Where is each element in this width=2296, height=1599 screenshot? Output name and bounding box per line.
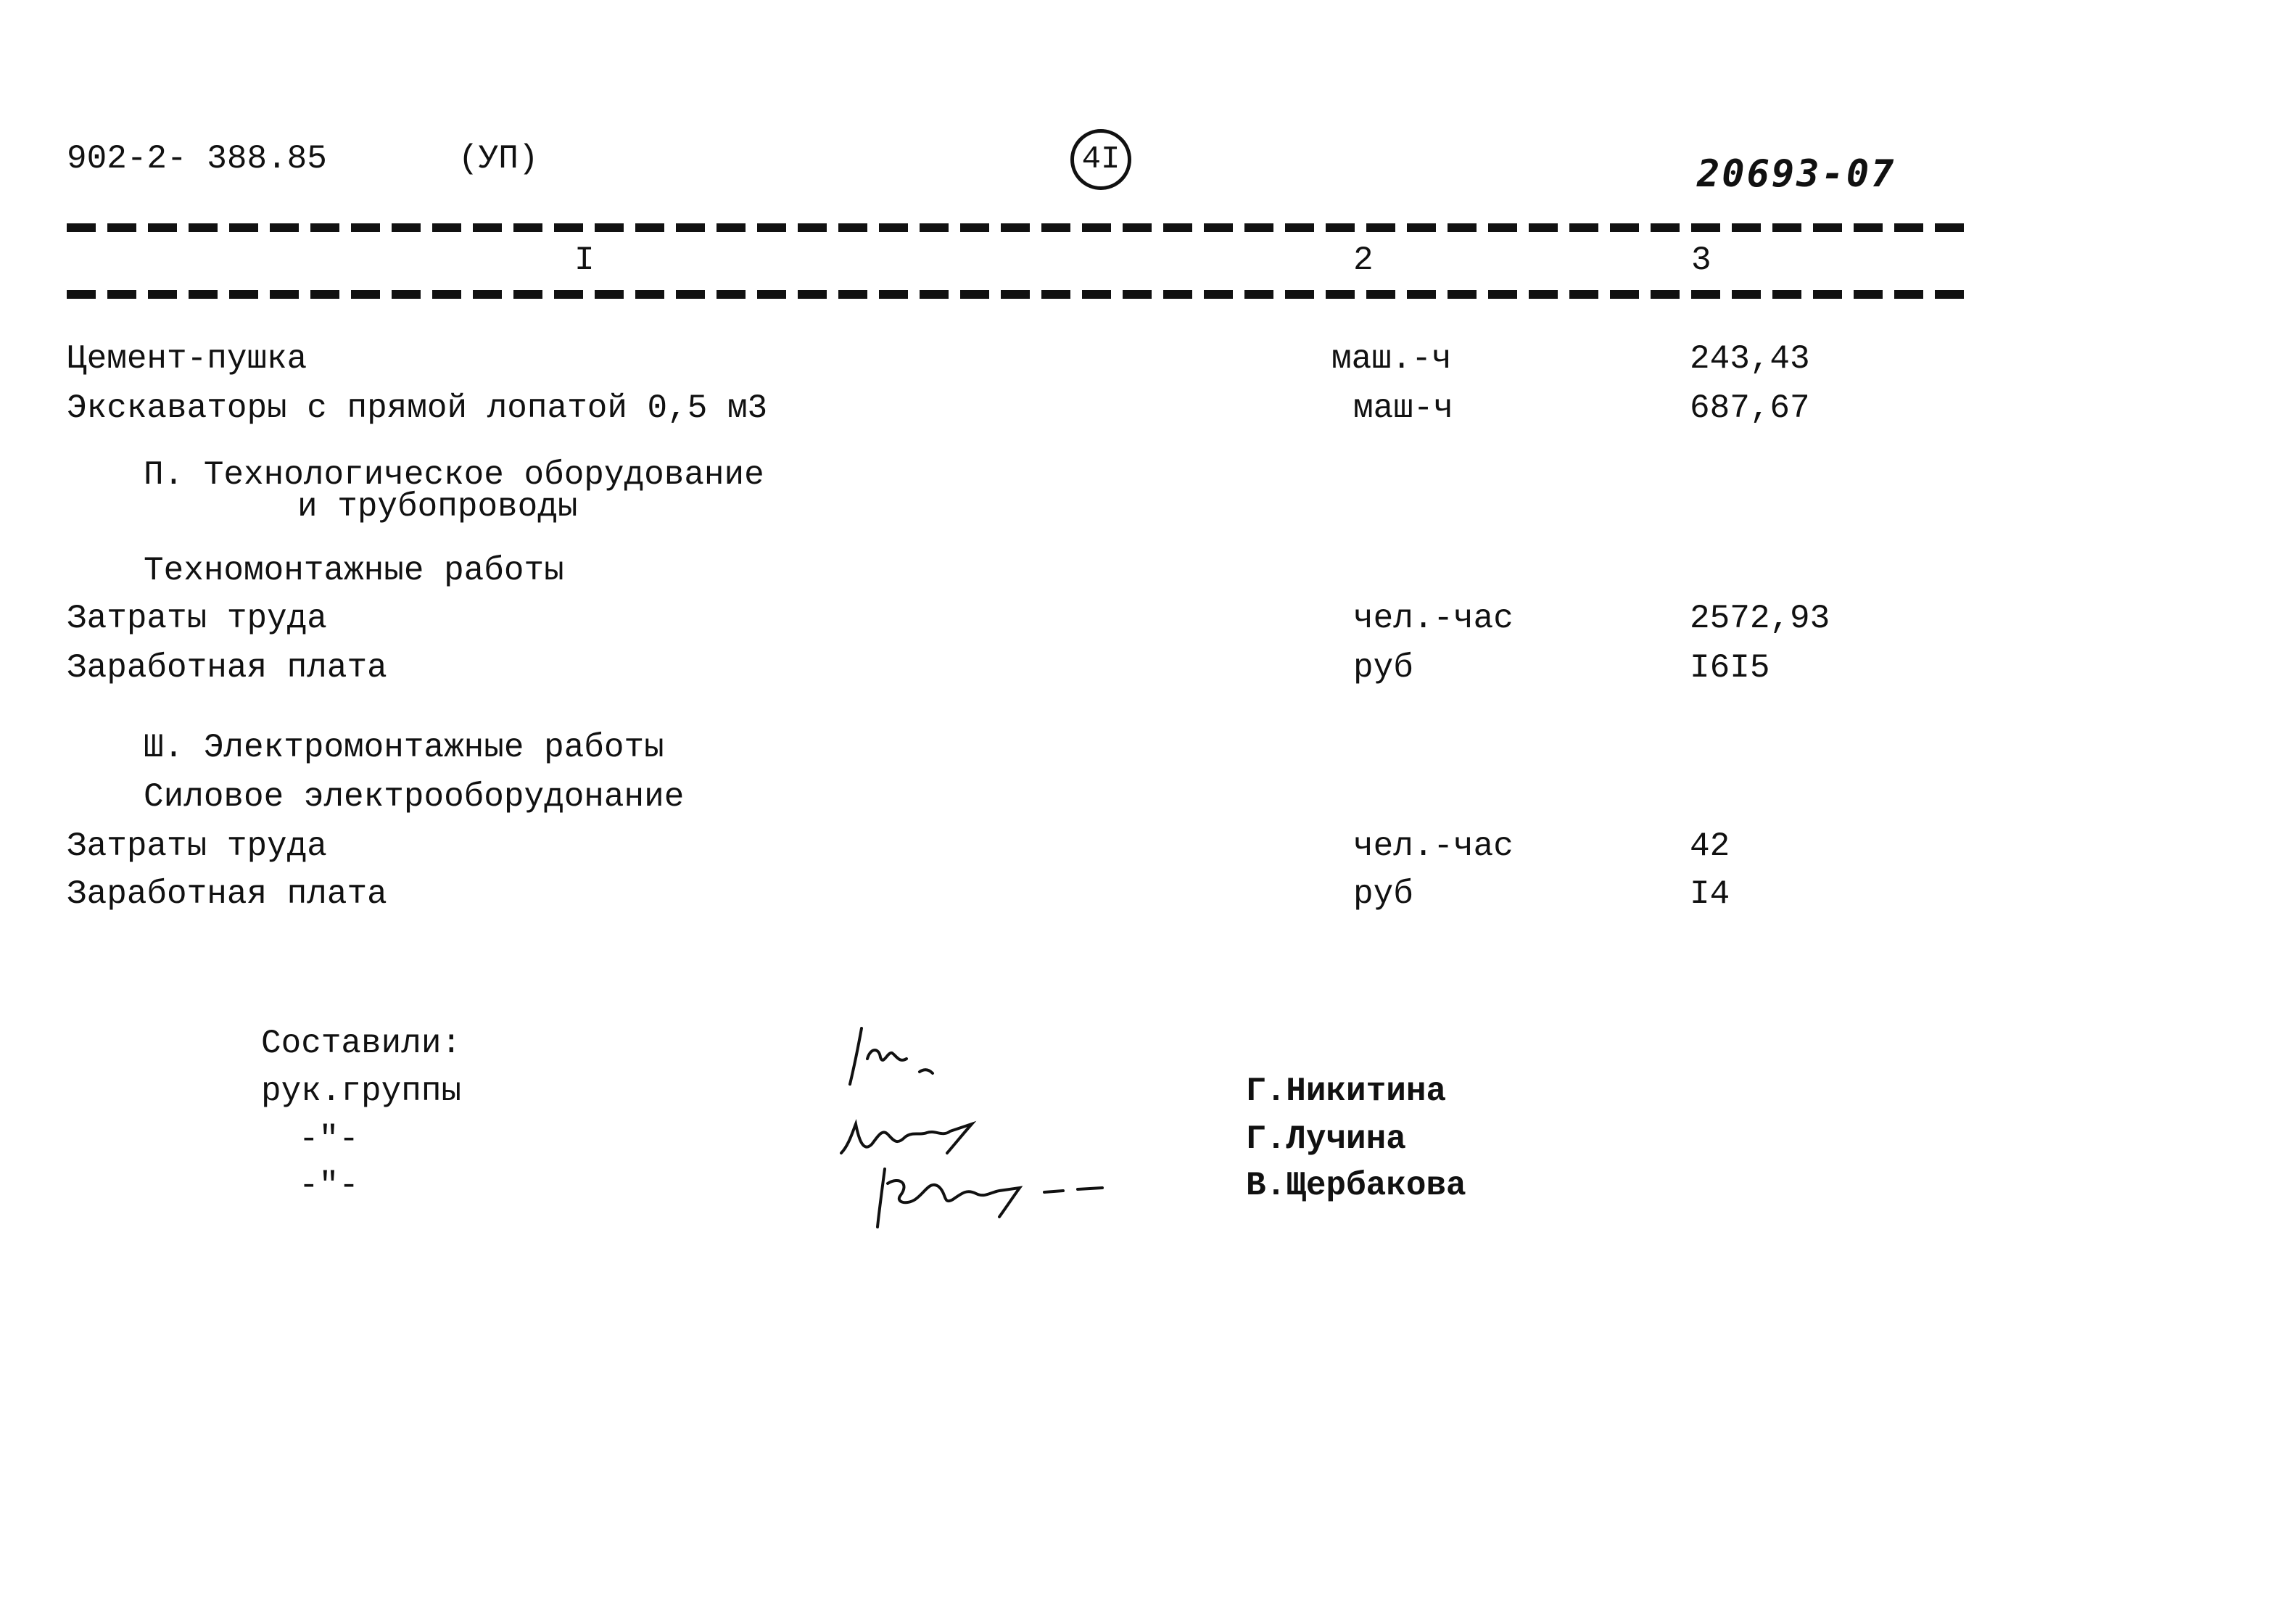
section-subheading: Техномонтажные работы bbox=[144, 552, 564, 590]
column-header-2: 2 bbox=[1353, 241, 1374, 279]
column-header-3: 3 bbox=[1691, 241, 1711, 279]
row-unit: маш-ч bbox=[1353, 389, 1454, 427]
stamp-number: 20693-07 bbox=[1697, 152, 1896, 196]
row-unit: маш.-ч bbox=[1331, 340, 1452, 378]
handwritten-signature-1 bbox=[841, 1015, 986, 1095]
signatures-title: Составили: bbox=[261, 1025, 462, 1062]
row-name: Экскаваторы с прямой лопатой 0,5 м3 bbox=[67, 389, 768, 427]
dashed-rule-bottom bbox=[67, 290, 1971, 299]
row-value: 2572,93 bbox=[1690, 600, 1830, 637]
signer-role: -"- bbox=[299, 1167, 359, 1205]
row-name: Затраты труда bbox=[67, 827, 327, 865]
dashed-rule-top bbox=[67, 223, 1971, 232]
page-number: 4I bbox=[1081, 141, 1120, 178]
signer-role: -"- bbox=[299, 1120, 359, 1158]
section-heading: П. Технологическое оборудование bbox=[144, 456, 764, 494]
row-unit: чел.-час bbox=[1353, 827, 1514, 865]
document-code: 902-2- 388.85 bbox=[67, 140, 327, 178]
signer-name: Г.Никитина bbox=[1246, 1073, 1447, 1110]
section-code: (УП) bbox=[458, 140, 539, 178]
row-name: Затраты труда bbox=[67, 600, 327, 637]
section-heading-cont: и трубопроводы bbox=[297, 488, 578, 526]
signer-role: рук.группы bbox=[261, 1073, 462, 1110]
row-unit: руб bbox=[1353, 875, 1413, 913]
row-value: 243,43 bbox=[1690, 340, 1810, 378]
row-name: Заработная плата bbox=[67, 875, 387, 913]
signer-name: Г.Лучина bbox=[1246, 1120, 1406, 1158]
page-number-circle bbox=[1070, 129, 1131, 190]
row-name: Цемент-пушка bbox=[67, 340, 307, 378]
handwritten-signature-3 bbox=[863, 1154, 1139, 1234]
signer-name: В.Щербакова bbox=[1246, 1167, 1466, 1205]
row-name: Заработная плата bbox=[67, 649, 387, 687]
row-value: 42 bbox=[1690, 827, 1730, 865]
row-value: I4 bbox=[1690, 875, 1730, 913]
section-heading: Ш. Электромонтажные работы bbox=[144, 729, 664, 767]
row-unit: руб bbox=[1353, 649, 1413, 687]
row-value: 687,67 bbox=[1690, 389, 1810, 427]
column-header-1: I bbox=[574, 241, 595, 279]
row-value: I6I5 bbox=[1690, 649, 1770, 687]
section-subheading: Силовое электрооборудонание bbox=[144, 778, 685, 816]
row-unit: чел.-час bbox=[1353, 600, 1514, 637]
